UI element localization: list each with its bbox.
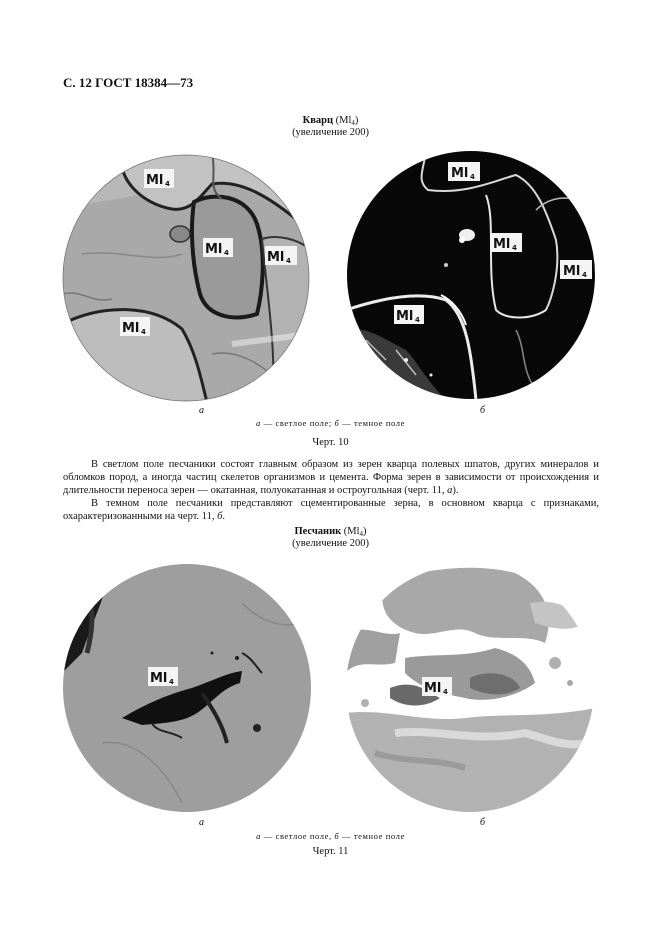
fig11-caption: Черт. 11	[312, 846, 349, 857]
fig11-micrograph-a	[62, 563, 312, 813]
fig11-legend: а — светлое поле, б — темное поле	[256, 831, 405, 841]
fig11-micrograph-b	[345, 563, 595, 813]
fig10-title-paren: $(Ml_4)$	[335, 115, 359, 127]
fig10b-label-2: Ml	[493, 237, 511, 252]
fig11-magnification: (увеличение 200)	[292, 538, 369, 549]
fig10-caption: Черт. 10	[312, 437, 349, 448]
fig10a-label-3-sub: 4	[286, 257, 291, 265]
fig10b-label-4-sub: 4	[415, 316, 420, 324]
fig10a-label-4: Ml	[122, 321, 140, 336]
fig10-micrograph-b	[346, 150, 596, 400]
body-text	[63, 458, 599, 523]
fig10b-label-1: Ml	[451, 166, 469, 181]
fig11-panel-a-letter: а	[199, 817, 204, 828]
fig10a-label-2: Ml	[205, 242, 223, 257]
paragraph-1: В светлом поле песчаники состоят главным образом из зерен кварца полевых шпатов, других минералов и обломков пород, а иногда частиц скелетов организмов и цемента. Форма зерен в зависимости от происхождения и длительности переноса зерен — окатанная, полуокатанная и остроугольная (черт. 11, а).	[63, 459, 599, 496]
fig11b-label: Ml	[424, 681, 442, 696]
fig10b-label-2-sub: 4	[512, 244, 517, 252]
fig10-legend: а — светлое поле; б — темное поле	[256, 418, 405, 428]
fig10-micrograph-a	[62, 154, 310, 402]
fig11a-label-sub: 4	[169, 678, 174, 686]
fig10-title-word: Кварц	[302, 115, 334, 126]
fig10-magnification: (увеличение 200)	[292, 127, 369, 138]
fig10-panel-a-letter: а	[199, 405, 204, 416]
fig10a-label-3: Ml	[267, 250, 285, 265]
fig10b-label-1-sub: 4	[470, 173, 475, 181]
fig10b-label-3-sub: 4	[582, 271, 587, 279]
fig10a-label-1-sub: 4	[165, 180, 170, 188]
page-header: С. 12 ГОСТ 18384—73	[63, 75, 194, 90]
fig10a-label-4-sub: 4	[141, 328, 146, 336]
fig10b-label-3: Ml	[563, 264, 581, 279]
fig11-title-word: Песчаник	[294, 526, 342, 537]
fig11b-label-sub: 4	[443, 688, 448, 696]
fig10a-label-2-sub: 4	[224, 249, 229, 257]
fig11-title-paren: $(Ml_4)$	[343, 526, 367, 538]
paragraph-2: В темном поле песчаники представляют сцементированные зерна, в основном кварца с признаками, охарактеризованными на черт. 11, б.	[63, 498, 599, 522]
fig11-panel-b-letter: б	[480, 817, 486, 828]
fig11a-label: Ml	[150, 671, 168, 686]
fig10b-label-4: Ml	[396, 309, 414, 324]
fig10a-label-1: Ml	[146, 173, 164, 188]
fig10-panel-b-letter: б	[480, 405, 486, 416]
